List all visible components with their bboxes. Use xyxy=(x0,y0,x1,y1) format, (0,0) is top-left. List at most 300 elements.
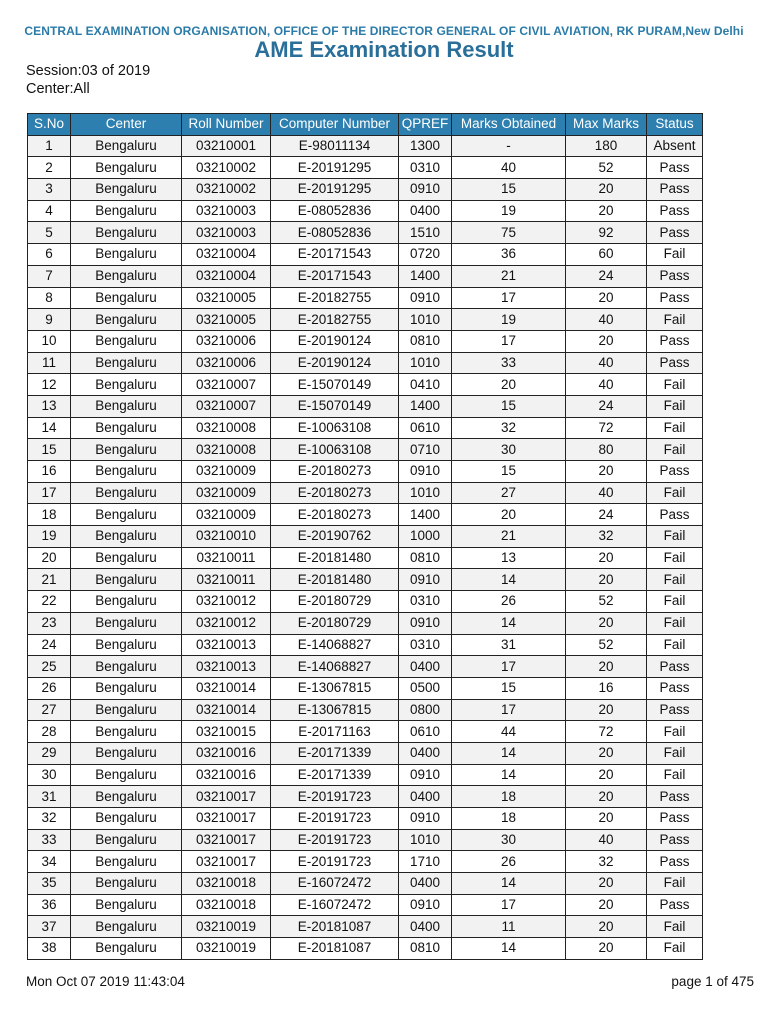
cell-status: Pass xyxy=(647,352,703,374)
cell-marks-obtained: 19 xyxy=(452,309,566,331)
cell-status: Fail xyxy=(647,439,703,461)
cell-computer-number: E-20181480 xyxy=(271,569,399,591)
table-row xyxy=(28,699,703,721)
cell-roll-number: 03210013 xyxy=(182,634,271,656)
cell-computer-number: E-20171339 xyxy=(271,742,399,764)
cell-computer-number: E-14068827 xyxy=(271,656,399,678)
table-row xyxy=(28,742,703,764)
cell-max-marks: 52 xyxy=(566,591,647,613)
cell-sno: 37 xyxy=(28,916,71,938)
cell-max-marks: 20 xyxy=(566,764,647,786)
cell-status: Pass xyxy=(647,786,703,808)
cell-center: Bengaluru xyxy=(71,461,182,483)
cell-status: Pass xyxy=(647,829,703,851)
cell-status: Pass xyxy=(647,287,703,309)
cell-marks-obtained: 17 xyxy=(452,656,566,678)
cell-marks-obtained: 27 xyxy=(452,482,566,504)
cell-center: Bengaluru xyxy=(71,526,182,548)
cell-marks-obtained: 11 xyxy=(452,916,566,938)
cell-roll-number: 03210014 xyxy=(182,677,271,699)
cell-marks-obtained: 75 xyxy=(452,222,566,244)
cell-status: Fail xyxy=(647,526,703,548)
cell-max-marks: 20 xyxy=(566,938,647,960)
cell-status: Fail xyxy=(647,569,703,591)
cell-roll-number: 03210009 xyxy=(182,482,271,504)
footer-timestamp: Mon Oct 07 2019 11:43:04 xyxy=(26,974,185,989)
cell-status: Fail xyxy=(647,482,703,504)
cell-qpref: 0400 xyxy=(399,742,452,764)
cell-marks-obtained: 26 xyxy=(452,591,566,613)
cell-center: Bengaluru xyxy=(71,677,182,699)
cell-marks-obtained: 18 xyxy=(452,786,566,808)
cell-computer-number: E-20180729 xyxy=(271,591,399,613)
table-row xyxy=(28,417,703,439)
cell-computer-number: E-20180273 xyxy=(271,482,399,504)
cell-qpref: 0410 xyxy=(399,374,452,396)
column-header-center: Center xyxy=(71,114,182,136)
cell-sno: 11 xyxy=(28,352,71,374)
cell-qpref: 1010 xyxy=(399,309,452,331)
cell-sno: 38 xyxy=(28,938,71,960)
table-row xyxy=(28,829,703,851)
cell-status: Pass xyxy=(647,265,703,287)
cell-computer-number: E-20182755 xyxy=(271,287,399,309)
cell-center: Bengaluru xyxy=(71,742,182,764)
cell-status: Pass xyxy=(647,656,703,678)
cell-roll-number: 03210006 xyxy=(182,330,271,352)
table-row xyxy=(28,374,703,396)
cell-center: Bengaluru xyxy=(71,569,182,591)
cell-roll-number: 03210015 xyxy=(182,721,271,743)
cell-marks-obtained: 14 xyxy=(452,764,566,786)
cell-status: Fail xyxy=(647,634,703,656)
cell-computer-number: E-08052836 xyxy=(271,222,399,244)
cell-roll-number: 03210019 xyxy=(182,938,271,960)
cell-status: Pass xyxy=(647,222,703,244)
cell-sno: 22 xyxy=(28,591,71,613)
cell-roll-number: 03210016 xyxy=(182,764,271,786)
cell-computer-number: E-20191723 xyxy=(271,786,399,808)
cell-max-marks: 20 xyxy=(566,916,647,938)
cell-center: Bengaluru xyxy=(71,200,182,222)
cell-status: Pass xyxy=(647,200,703,222)
cell-status: Fail xyxy=(647,764,703,786)
cell-sno: 26 xyxy=(28,677,71,699)
cell-qpref: 0910 xyxy=(399,894,452,916)
cell-center: Bengaluru xyxy=(71,287,182,309)
table-row xyxy=(28,244,703,266)
cell-computer-number: E-20181087 xyxy=(271,938,399,960)
cell-qpref: 0910 xyxy=(399,764,452,786)
cell-status: Fail xyxy=(647,938,703,960)
cell-marks-obtained: 17 xyxy=(452,287,566,309)
cell-roll-number: 03210006 xyxy=(182,352,271,374)
cell-marks-obtained: 14 xyxy=(452,938,566,960)
cell-marks-obtained: 14 xyxy=(452,569,566,591)
cell-max-marks: 24 xyxy=(566,395,647,417)
cell-max-marks: 52 xyxy=(566,634,647,656)
cell-status: Pass xyxy=(647,894,703,916)
cell-sno: 21 xyxy=(28,569,71,591)
cell-computer-number: E-08052836 xyxy=(271,200,399,222)
cell-center: Bengaluru xyxy=(71,504,182,526)
results-table xyxy=(27,113,703,960)
cell-max-marks: 20 xyxy=(566,786,647,808)
cell-max-marks: 20 xyxy=(566,547,647,569)
table-row xyxy=(28,569,703,591)
table-row xyxy=(28,287,703,309)
cell-sno: 29 xyxy=(28,742,71,764)
cell-qpref: 0500 xyxy=(399,677,452,699)
cell-roll-number: 03210005 xyxy=(182,287,271,309)
cell-center: Bengaluru xyxy=(71,309,182,331)
cell-roll-number: 03210017 xyxy=(182,808,271,830)
cell-status: Fail xyxy=(647,374,703,396)
cell-max-marks: 20 xyxy=(566,200,647,222)
cell-marks-obtained: 14 xyxy=(452,742,566,764)
cell-sno: 3 xyxy=(28,179,71,201)
cell-qpref: 0710 xyxy=(399,439,452,461)
cell-roll-number: 03210003 xyxy=(182,200,271,222)
table-row xyxy=(28,179,703,201)
cell-status: Fail xyxy=(647,417,703,439)
cell-sno: 30 xyxy=(28,764,71,786)
cell-roll-number: 03210004 xyxy=(182,265,271,287)
cell-max-marks: 80 xyxy=(566,439,647,461)
table-row xyxy=(28,916,703,938)
cell-qpref: 0610 xyxy=(399,721,452,743)
table-row xyxy=(28,309,703,331)
table-row xyxy=(28,222,703,244)
cell-status: Fail xyxy=(647,873,703,895)
center-label: Center:All xyxy=(26,81,90,97)
cell-computer-number: E-20191723 xyxy=(271,829,399,851)
cell-max-marks: 92 xyxy=(566,222,647,244)
table-row xyxy=(28,265,703,287)
table-row xyxy=(28,873,703,895)
cell-marks-obtained: 36 xyxy=(452,244,566,266)
cell-qpref: 1000 xyxy=(399,526,452,548)
cell-sno: 16 xyxy=(28,461,71,483)
cell-marks-obtained: 17 xyxy=(452,894,566,916)
cell-sno: 5 xyxy=(28,222,71,244)
cell-roll-number: 03210002 xyxy=(182,179,271,201)
cell-sno: 15 xyxy=(28,439,71,461)
table-row xyxy=(28,851,703,873)
cell-computer-number: E-15070149 xyxy=(271,374,399,396)
table-row xyxy=(28,482,703,504)
cell-max-marks: 24 xyxy=(566,504,647,526)
cell-computer-number: E-14068827 xyxy=(271,634,399,656)
cell-qpref: 0910 xyxy=(399,287,452,309)
cell-status: Pass xyxy=(647,179,703,201)
cell-marks-obtained: - xyxy=(452,135,566,157)
cell-sno: 36 xyxy=(28,894,71,916)
cell-roll-number: 03210008 xyxy=(182,417,271,439)
cell-roll-number: 03210007 xyxy=(182,374,271,396)
cell-center: Bengaluru xyxy=(71,244,182,266)
cell-qpref: 0610 xyxy=(399,417,452,439)
cell-marks-obtained: 15 xyxy=(452,461,566,483)
cell-roll-number: 03210009 xyxy=(182,504,271,526)
table-row xyxy=(28,612,703,634)
cell-qpref: 1400 xyxy=(399,265,452,287)
cell-max-marks: 20 xyxy=(566,699,647,721)
table-row xyxy=(28,330,703,352)
cell-computer-number: E-20171339 xyxy=(271,764,399,786)
cell-max-marks: 20 xyxy=(566,287,647,309)
cell-sno: 18 xyxy=(28,504,71,526)
table-row xyxy=(28,634,703,656)
cell-status: Pass xyxy=(647,677,703,699)
column-header-max-marks: Max Marks xyxy=(566,114,647,136)
cell-qpref: 0910 xyxy=(399,461,452,483)
cell-sno: 7 xyxy=(28,265,71,287)
table-row xyxy=(28,894,703,916)
cell-center: Bengaluru xyxy=(71,417,182,439)
cell-marks-obtained: 20 xyxy=(452,374,566,396)
cell-max-marks: 20 xyxy=(566,569,647,591)
table-row xyxy=(28,526,703,548)
cell-computer-number: E-20190124 xyxy=(271,352,399,374)
table-row xyxy=(28,721,703,743)
cell-status: Fail xyxy=(647,721,703,743)
cell-sno: 31 xyxy=(28,786,71,808)
cell-qpref: 1010 xyxy=(399,352,452,374)
cell-center: Bengaluru xyxy=(71,374,182,396)
cell-sno: 9 xyxy=(28,309,71,331)
cell-center: Bengaluru xyxy=(71,873,182,895)
cell-max-marks: 72 xyxy=(566,417,647,439)
cell-sno: 17 xyxy=(28,482,71,504)
cell-computer-number: E-20180273 xyxy=(271,461,399,483)
cell-max-marks: 72 xyxy=(566,721,647,743)
cell-marks-obtained: 40 xyxy=(452,157,566,179)
cell-roll-number: 03210018 xyxy=(182,894,271,916)
cell-marks-obtained: 19 xyxy=(452,200,566,222)
cell-center: Bengaluru xyxy=(71,547,182,569)
cell-marks-obtained: 15 xyxy=(452,395,566,417)
cell-qpref: 0400 xyxy=(399,786,452,808)
cell-marks-obtained: 30 xyxy=(452,829,566,851)
organisation-heading: CENTRAL EXAMINATION ORGANISATION, OFFICE OF THE DIRECTOR GENERAL OF CIVIL AVIATION, RK PURAM,New Delhi xyxy=(24,24,744,38)
cell-marks-obtained: 21 xyxy=(452,265,566,287)
cell-max-marks: 24 xyxy=(566,265,647,287)
cell-center: Bengaluru xyxy=(71,634,182,656)
cell-qpref: 0310 xyxy=(399,157,452,179)
cell-max-marks: 32 xyxy=(566,526,647,548)
cell-sno: 35 xyxy=(28,873,71,895)
cell-computer-number: E-20171543 xyxy=(271,244,399,266)
cell-center: Bengaluru xyxy=(71,222,182,244)
cell-sno: 6 xyxy=(28,244,71,266)
cell-computer-number: E-10063108 xyxy=(271,417,399,439)
cell-computer-number: E-20191723 xyxy=(271,808,399,830)
cell-status: Fail xyxy=(647,547,703,569)
cell-qpref: 0810 xyxy=(399,547,452,569)
cell-max-marks: 40 xyxy=(566,352,647,374)
cell-qpref: 0910 xyxy=(399,569,452,591)
session-label: Session:03 of 2019 xyxy=(26,63,151,79)
cell-sno: 12 xyxy=(28,374,71,396)
table-row xyxy=(28,395,703,417)
column-header-marks-obtained: Marks Obtained xyxy=(452,114,566,136)
cell-computer-number: E-20181480 xyxy=(271,547,399,569)
cell-marks-obtained: 21 xyxy=(452,526,566,548)
cell-center: Bengaluru xyxy=(71,916,182,938)
cell-marks-obtained: 33 xyxy=(452,352,566,374)
cell-qpref: 0310 xyxy=(399,591,452,613)
cell-computer-number: E-16072472 xyxy=(271,894,399,916)
table-row xyxy=(28,439,703,461)
cell-sno: 23 xyxy=(28,612,71,634)
cell-center: Bengaluru xyxy=(71,179,182,201)
cell-marks-obtained: 15 xyxy=(452,677,566,699)
cell-max-marks: 20 xyxy=(566,873,647,895)
cell-sno: 10 xyxy=(28,330,71,352)
cell-roll-number: 03210018 xyxy=(182,873,271,895)
cell-status: Pass xyxy=(647,851,703,873)
cell-qpref: 0910 xyxy=(399,612,452,634)
cell-center: Bengaluru xyxy=(71,851,182,873)
cell-center: Bengaluru xyxy=(71,894,182,916)
cell-sno: 20 xyxy=(28,547,71,569)
cell-computer-number: E-13067815 xyxy=(271,677,399,699)
cell-center: Bengaluru xyxy=(71,157,182,179)
cell-status: Fail xyxy=(647,612,703,634)
cell-roll-number: 03210017 xyxy=(182,829,271,851)
cell-roll-number: 03210019 xyxy=(182,916,271,938)
cell-roll-number: 03210007 xyxy=(182,395,271,417)
table-row xyxy=(28,135,703,157)
cell-center: Bengaluru xyxy=(71,656,182,678)
cell-sno: 1 xyxy=(28,135,71,157)
cell-computer-number: E-20191295 xyxy=(271,179,399,201)
cell-computer-number: E-20180729 xyxy=(271,612,399,634)
cell-computer-number: E-98011134 xyxy=(271,135,399,157)
cell-center: Bengaluru xyxy=(71,265,182,287)
cell-qpref: 0310 xyxy=(399,634,452,656)
cell-status: Fail xyxy=(647,309,703,331)
cell-max-marks: 20 xyxy=(566,612,647,634)
cell-max-marks: 180 xyxy=(566,135,647,157)
cell-qpref: 0910 xyxy=(399,808,452,830)
cell-marks-obtained: 14 xyxy=(452,612,566,634)
cell-status: Fail xyxy=(647,742,703,764)
table-row xyxy=(28,938,703,960)
table-row xyxy=(28,808,703,830)
cell-computer-number: E-20191295 xyxy=(271,157,399,179)
column-header-computer-number: Computer Number xyxy=(271,114,399,136)
cell-status: Pass xyxy=(647,461,703,483)
cell-sno: 13 xyxy=(28,395,71,417)
cell-qpref: 0800 xyxy=(399,699,452,721)
cell-qpref: 0400 xyxy=(399,873,452,895)
cell-qpref: 0400 xyxy=(399,916,452,938)
cell-roll-number: 03210004 xyxy=(182,244,271,266)
cell-max-marks: 20 xyxy=(566,179,647,201)
column-header-status: Status xyxy=(647,114,703,136)
cell-roll-number: 03210016 xyxy=(182,742,271,764)
cell-center: Bengaluru xyxy=(71,439,182,461)
cell-roll-number: 03210012 xyxy=(182,591,271,613)
cell-qpref: 0910 xyxy=(399,179,452,201)
cell-center: Bengaluru xyxy=(71,330,182,352)
cell-status: Fail xyxy=(647,244,703,266)
table-row xyxy=(28,461,703,483)
cell-roll-number: 03210005 xyxy=(182,309,271,331)
cell-roll-number: 03210017 xyxy=(182,786,271,808)
cell-sno: 28 xyxy=(28,721,71,743)
cell-sno: 34 xyxy=(28,851,71,873)
cell-roll-number: 03210003 xyxy=(182,222,271,244)
cell-qpref: 0810 xyxy=(399,330,452,352)
table-header-row xyxy=(28,114,703,136)
cell-center: Bengaluru xyxy=(71,135,182,157)
table-row xyxy=(28,200,703,222)
cell-qpref: 1010 xyxy=(399,829,452,851)
cell-center: Bengaluru xyxy=(71,786,182,808)
cell-status: Fail xyxy=(647,591,703,613)
cell-center: Bengaluru xyxy=(71,808,182,830)
cell-qpref: 1400 xyxy=(399,395,452,417)
cell-sno: 24 xyxy=(28,634,71,656)
cell-center: Bengaluru xyxy=(71,591,182,613)
table-row xyxy=(28,786,703,808)
table-row xyxy=(28,656,703,678)
cell-roll-number: 03210002 xyxy=(182,157,271,179)
cell-sno: 4 xyxy=(28,200,71,222)
cell-sno: 33 xyxy=(28,829,71,851)
cell-qpref: 0720 xyxy=(399,244,452,266)
cell-qpref: 1300 xyxy=(399,135,452,157)
cell-marks-obtained: 20 xyxy=(452,504,566,526)
cell-status: Pass xyxy=(647,699,703,721)
cell-roll-number: 03210011 xyxy=(182,569,271,591)
cell-marks-obtained: 14 xyxy=(452,873,566,895)
cell-max-marks: 60 xyxy=(566,244,647,266)
cell-qpref: 1510 xyxy=(399,222,452,244)
cell-max-marks: 20 xyxy=(566,656,647,678)
cell-sno: 32 xyxy=(28,808,71,830)
cell-status: Pass xyxy=(647,157,703,179)
cell-max-marks: 20 xyxy=(566,461,647,483)
cell-computer-number: E-20191723 xyxy=(271,851,399,873)
cell-marks-obtained: 32 xyxy=(452,417,566,439)
cell-max-marks: 20 xyxy=(566,330,647,352)
cell-center: Bengaluru xyxy=(71,764,182,786)
cell-center: Bengaluru xyxy=(71,482,182,504)
cell-status: Pass xyxy=(647,808,703,830)
cell-status: Pass xyxy=(647,504,703,526)
cell-roll-number: 03210001 xyxy=(182,135,271,157)
table-row xyxy=(28,504,703,526)
cell-marks-obtained: 13 xyxy=(452,547,566,569)
cell-qpref: 1400 xyxy=(399,504,452,526)
cell-center: Bengaluru xyxy=(71,721,182,743)
cell-sno: 8 xyxy=(28,287,71,309)
cell-marks-obtained: 15 xyxy=(452,179,566,201)
cell-sno: 14 xyxy=(28,417,71,439)
cell-max-marks: 40 xyxy=(566,374,647,396)
cell-max-marks: 32 xyxy=(566,851,647,873)
cell-computer-number: E-20182755 xyxy=(271,309,399,331)
footer-page-number: page 1 of 475 xyxy=(671,974,754,989)
cell-marks-obtained: 30 xyxy=(452,439,566,461)
cell-marks-obtained: 17 xyxy=(452,330,566,352)
results-table-body xyxy=(28,135,703,959)
cell-max-marks: 40 xyxy=(566,829,647,851)
